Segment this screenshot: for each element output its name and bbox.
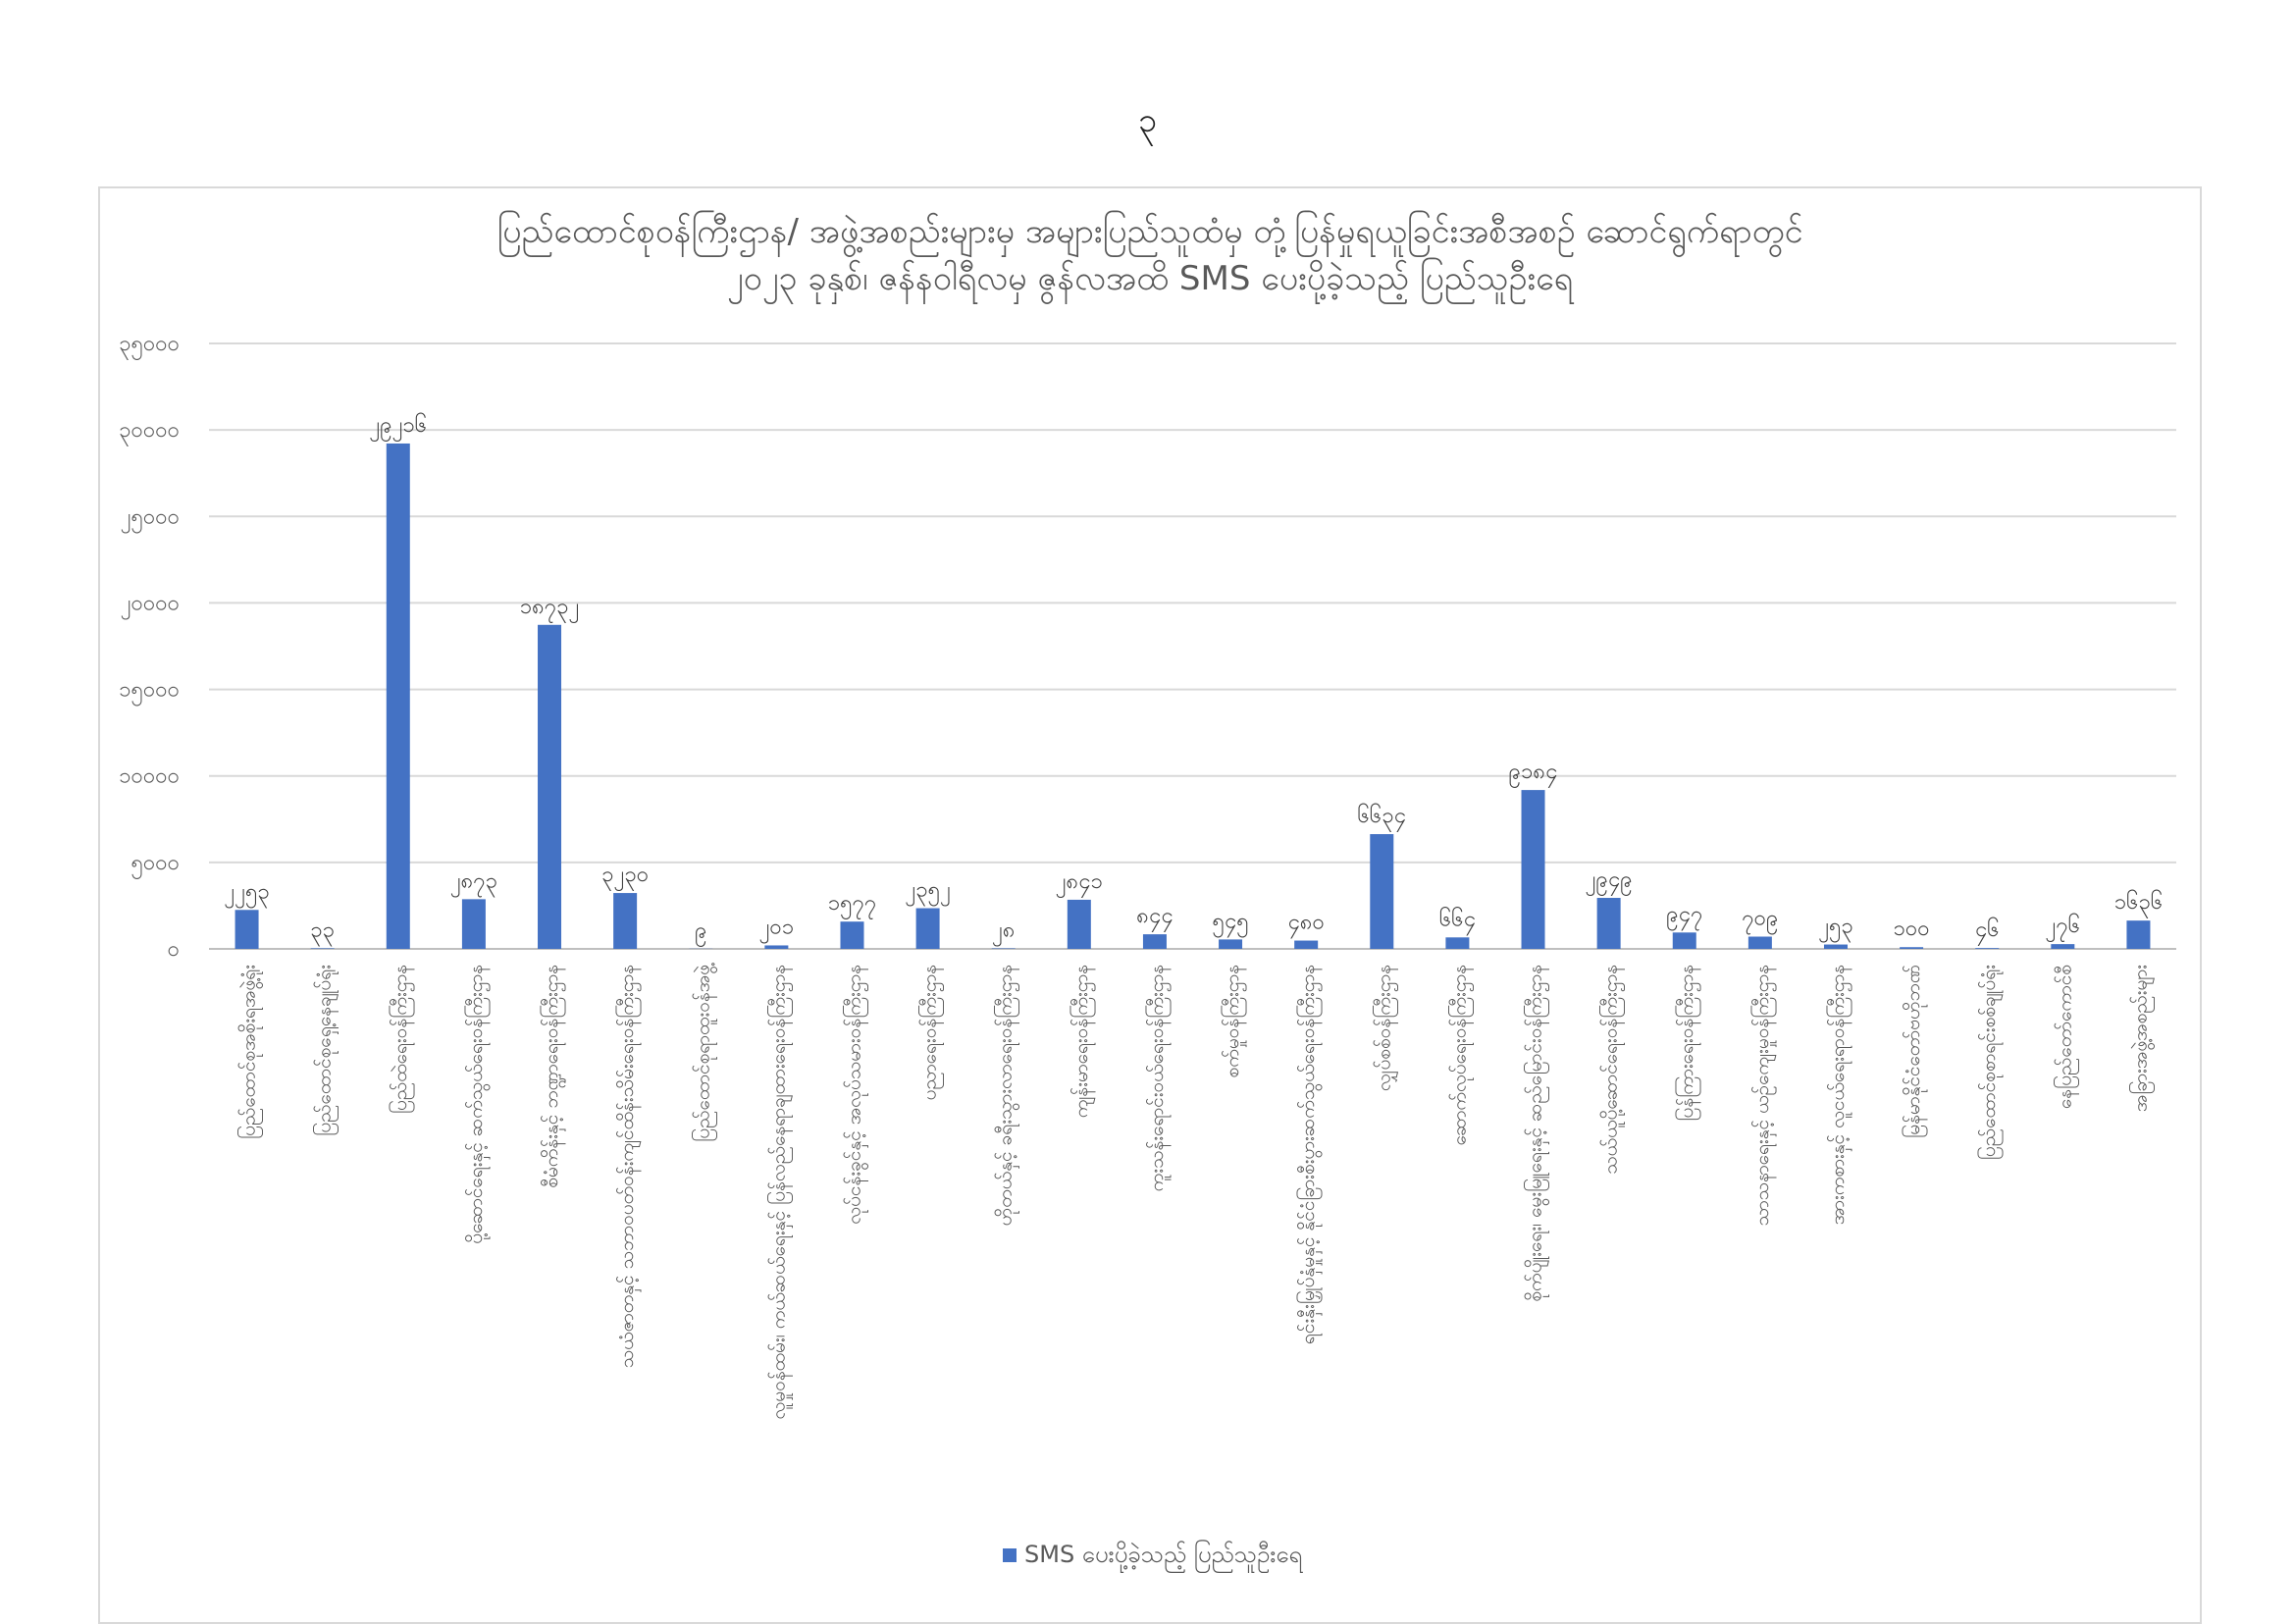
y-tick-label: ၃၀၀၀၀ bbox=[119, 418, 180, 446]
x-tick-label: ပြည်ထောင်စုရှေ့နေချုပ်ရုံး bbox=[312, 965, 339, 1136]
data-label: ၂၃၅၂ bbox=[905, 878, 950, 907]
x-tick-label: ပြည်ထဲရေးဝန်ကြီးဌာန bbox=[388, 965, 415, 1114]
data-label: ၇၀၉ bbox=[1742, 907, 1778, 935]
bar bbox=[1824, 945, 1848, 949]
bar bbox=[916, 909, 940, 949]
data-label: ၂၅၃ bbox=[1818, 915, 1853, 943]
x-tick-label: ကျန်းမာရေးဝန်ကြီးဌာန bbox=[1069, 965, 1096, 1118]
y-tick-label: ၁၀၀၀၀ bbox=[119, 764, 180, 789]
y-tick-label: ၂၅၀၀၀ bbox=[121, 504, 180, 533]
page-number: ၃ bbox=[0, 98, 2295, 148]
chart-title-line-1: ပြည်ထောင်စုဝန်ကြီးဌာန/ အဖွဲ့အစည်းများမှ အများပြည်သူထံမှ တုံ့ပြန်မှုရယူခြင်းအစီအစဉ် ဆောင်ရွက်ရာတွင် bbox=[98, 208, 2202, 255]
bar bbox=[1597, 898, 1621, 949]
data-label: ၂၀၁ bbox=[759, 915, 795, 943]
bar bbox=[1522, 790, 1545, 949]
x-tick-label: လူမှုဝန်ထမ်း၊ ကယ်ဆယ်ရေးနှင့် ပြန်လည်နေရာချထားရေးဝန်ကြီးဌာန bbox=[765, 965, 793, 1420]
bar bbox=[1068, 900, 1091, 949]
bar bbox=[1294, 941, 1318, 949]
bar bbox=[1900, 947, 1923, 949]
x-tick-label: ပြည်ထောင်စုအစိုးရအဖွဲ့ရုံး bbox=[236, 965, 264, 1139]
data-label: ၂၉၂၁၆ bbox=[369, 412, 427, 442]
x-tick-label: သယ်ယူပို့ဆောင်ရေးဝန်ကြီးဌာန bbox=[1598, 965, 1626, 1175]
x-tick-label: ပြည်ထောင်စုစာရင်းစစ်ချုပ်ရုံး bbox=[1976, 965, 2004, 1160]
bar bbox=[764, 945, 788, 949]
data-label: ၁၅၇၇ bbox=[828, 891, 877, 919]
bar bbox=[1673, 932, 1696, 949]
gridlines bbox=[209, 343, 2176, 949]
x-tick-label: ဟိုတယ်နှင့် ခရီးသွားလာရေးဝန်ကြီးဌာန bbox=[993, 965, 1020, 1226]
bar bbox=[1975, 948, 1999, 949]
x-tick-label: လျှပ်စစ်ဝန်ကြီးဌာန bbox=[1371, 965, 1398, 1091]
y-tick-label: ၀ bbox=[168, 937, 180, 962]
bar bbox=[2126, 920, 2150, 949]
x-tick-label: နေပြည်တော်ကောင်စီ bbox=[2052, 965, 2079, 1109]
x-tick-label: သယံဇာတနှင့် သဘာဝပတ်ဝန်းကျင်ထိန်းသိမ်းရေးဝန်ကြီးဌာန bbox=[614, 965, 642, 1368]
data-label: ၄၆ bbox=[1975, 917, 2000, 946]
x-axis-ticks bbox=[236, 963, 2156, 1419]
x-tick-label: စီမံကိန်းနှင့် ဘဏ္ဍာရေးဝန်ကြီးဌာန bbox=[539, 965, 566, 1188]
bar bbox=[840, 921, 863, 949]
data-label: ၂၈ bbox=[992, 918, 1015, 947]
data-label: ၄၈၀ bbox=[1288, 911, 1325, 939]
data-label: ၁၆၃၆ bbox=[2114, 889, 2164, 918]
data-label: ၃၃ bbox=[310, 917, 335, 946]
data-label: ၂၂၅၃ bbox=[224, 879, 269, 908]
data-label: ၅၄၅ bbox=[1212, 909, 1248, 937]
x-tick-label: ပြန်ကြားရေးဝန်ကြီးဌာန bbox=[1674, 965, 1701, 1122]
y-tick-label: ၁၅၀၀၀ bbox=[119, 678, 180, 707]
bar bbox=[1445, 937, 1469, 949]
x-tick-label: လုပ်ငန်းခွင်နှင့် အလုပ်သမားဝန်ကြီးဌာန bbox=[841, 965, 868, 1225]
x-tick-label: ကူးသန်းရောင်းဝယ်ရေးဝန်ကြီးဌာန bbox=[1144, 965, 1172, 1191]
data-label: ၆၆၄ bbox=[1439, 906, 1476, 935]
x-tick-label: ပို့ဆောင်ရေးနှင့် ဆက်သွယ်ရေးဝန်ကြီးဌာန bbox=[463, 965, 491, 1244]
y-axis-ticks bbox=[119, 332, 180, 962]
data-label: ၁၀၀ bbox=[1894, 917, 1930, 941]
x-tick-label: စက်မှုဝန်ကြီးဌာန bbox=[1220, 965, 1247, 1077]
data-label: ၉၄၇ bbox=[1666, 902, 1702, 930]
bar bbox=[235, 910, 259, 949]
bar bbox=[462, 899, 486, 949]
bars bbox=[235, 444, 2151, 949]
data-label: ၂၈၄၁ bbox=[1056, 869, 1103, 898]
x-tick-label: သာသနာရေးနှင့် ယဉ်ကျေးမှုဝန်ကြီးဌာန bbox=[1749, 965, 1777, 1227]
y-tick-label: ၃၅၀၀၀ bbox=[119, 332, 180, 360]
data-labels bbox=[224, 412, 2163, 947]
y-tick-label: ၅၀၀၀ bbox=[131, 851, 181, 879]
x-tick-label: အားကစားနှင့် လူငယ်ရေးရာဝန်ကြီးဌာန bbox=[1825, 965, 1852, 1225]
data-label: ၆၆၃၄ bbox=[1358, 803, 1407, 832]
data-label: ၃၂၃၀ bbox=[601, 863, 649, 891]
bar bbox=[1748, 937, 1772, 949]
data-label: ၂၇၆ bbox=[2046, 913, 2081, 942]
bar bbox=[613, 893, 637, 949]
data-label: ၈၄၄ bbox=[1136, 904, 1173, 932]
bar bbox=[311, 948, 335, 949]
bar bbox=[1370, 834, 1393, 949]
bar bbox=[1219, 939, 1242, 949]
bar bbox=[387, 444, 410, 949]
x-tick-label: ရင်းနှီးမြှုပ်နှံမှုနှင့် နိုင်ငံခြားစီးပွားဆက်သွယ်ရေးဝန်ကြီးဌာန bbox=[1295, 965, 1323, 1344]
data-label: ၂၉၄၉ bbox=[1586, 867, 1633, 896]
data-label: ၉၁၈၄ bbox=[1509, 760, 1558, 788]
legend-label: SMS ပေးပို့ခဲ့သည့် ပြည်သူဦးရေ bbox=[1024, 1539, 1303, 1573]
legend bbox=[1003, 1539, 1303, 1573]
x-tick-label: အခြားအဖွဲ့အစည်းများ bbox=[2127, 965, 2155, 1112]
chart-title-line-2: ၂၀၂၃ ခုနှစ်၊ ဇန်နဝါရီလမှ ဇွန်လအထိ SMS ပေးပို့ခဲ့သည့် ပြည်သူဦးရေ bbox=[98, 255, 2202, 302]
bar bbox=[1143, 934, 1167, 949]
data-label: ၉ bbox=[695, 918, 706, 947]
legend-swatch bbox=[1003, 1548, 1017, 1562]
data-label: ၁၈၇၃၂ bbox=[520, 595, 580, 623]
x-tick-label: ဆောက်လုပ်ရေးဝန်ကြီးဌာန bbox=[1446, 965, 1474, 1145]
data-label: ၂၈၇၃ bbox=[450, 868, 497, 897]
x-tick-label: ပညာရေးဝန်ကြီးဌာန bbox=[917, 965, 945, 1100]
x-tick-label: မြန်မာနိုင်ငံတော်ဗဟိုဘဏ် bbox=[1901, 965, 1928, 1138]
bar bbox=[538, 625, 561, 949]
x-tick-label: စိုက်ပျိုးရေး၊ မွေးမြူရေးနှင့် ဆည်မြောင်းဝန်ကြီးဌာန bbox=[1523, 965, 1550, 1302]
y-tick-label: ၂၀၀၀၀ bbox=[121, 591, 180, 619]
bar bbox=[2051, 944, 2074, 949]
x-tick-label: ပြည်ထောင်စုရာထူးဝန်အဖွဲ့ bbox=[690, 963, 717, 1142]
